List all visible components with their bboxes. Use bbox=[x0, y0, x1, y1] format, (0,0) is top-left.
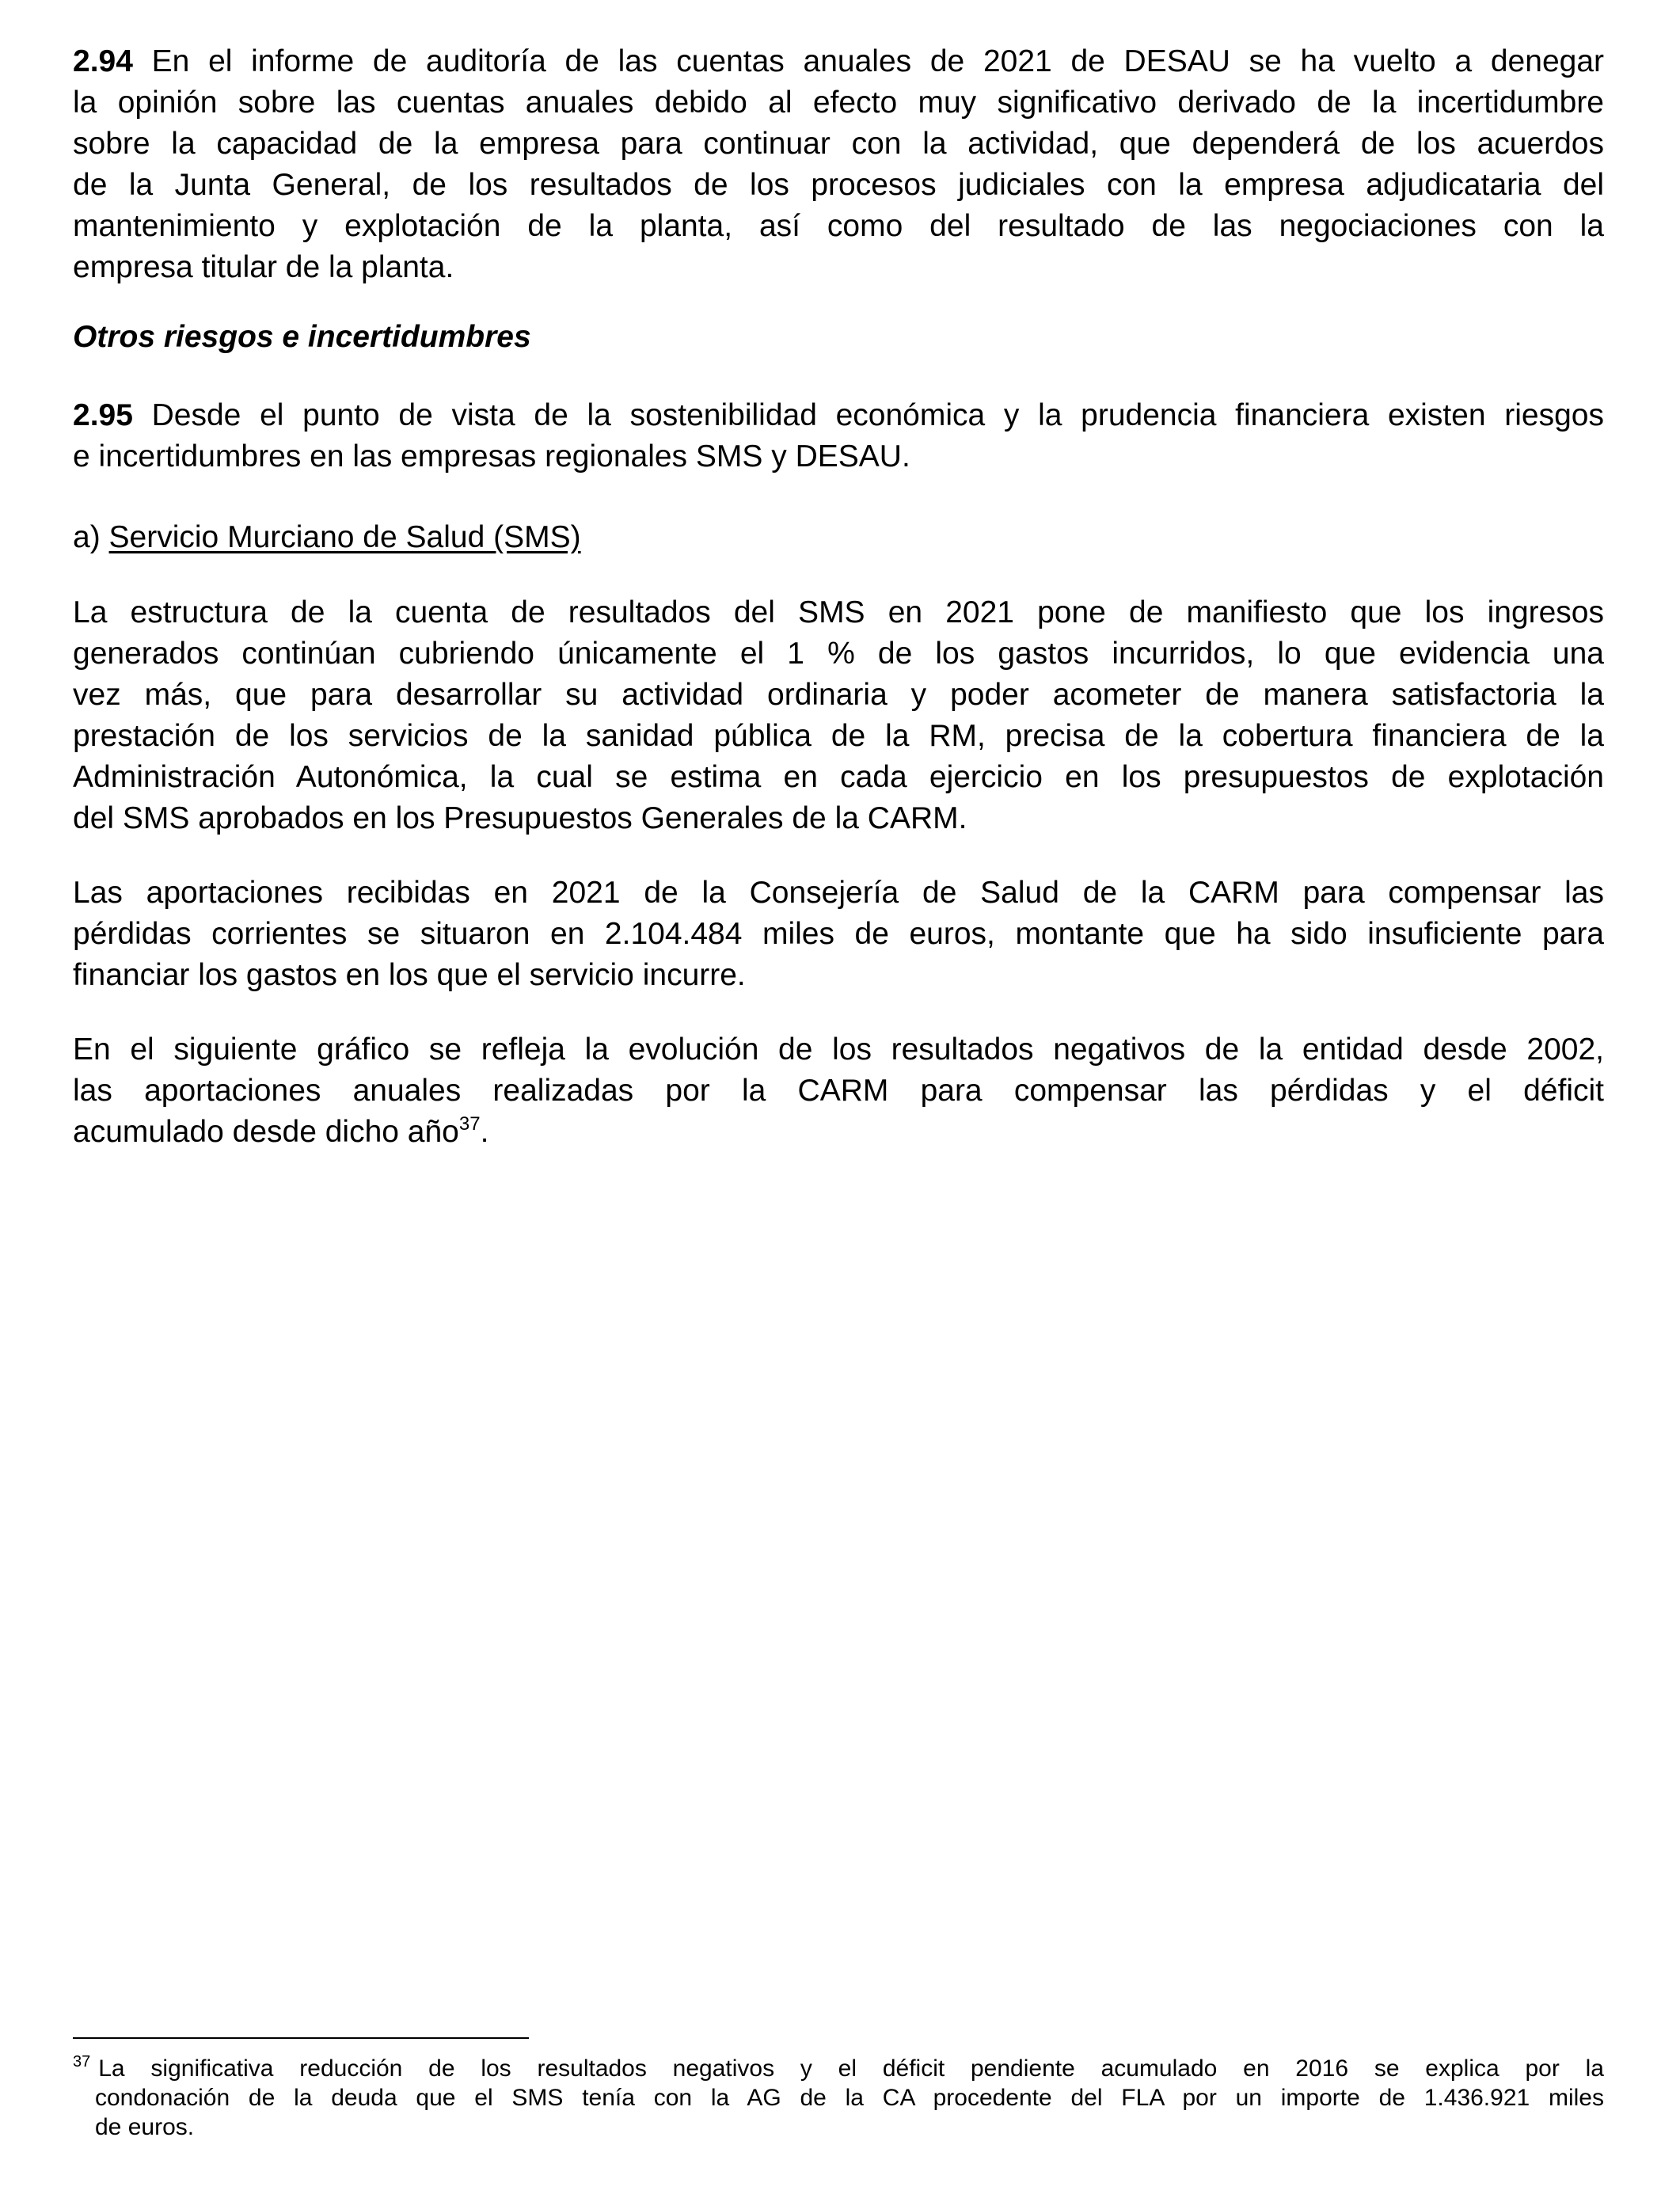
paragraph-2-95: 2.95 Desde el punto de vista de la sostenibilidad económica y la prudencia financiera existen riesgos e incertidumbres en las empresas regionales SMS y DESAU. bbox=[73, 398, 1604, 473]
paragraph-2-94: 2.94 En el informe de auditoría de las cuentas anuales de 2021 de DESAU se ha vuelto a denegar la opinión sobre las cuentas anuales debido al efecto muy significativo derivado de la incertidumbre sobre la capacidad de la empresa para continuar con la actividad, que dependerá de los acuerdos de la Junta General, de los resultados de los procesos judiciales con la empresa adjudicataria del mantenimiento y explotación de la planta, así como del resultado de las negociaciones con la empresa titular de la planta. bbox=[73, 44, 1604, 284]
paragraph-number: 2.94 bbox=[73, 44, 133, 78]
footnote-reference[interactable]: 37 bbox=[458, 1113, 481, 1135]
paragraph-aportaciones: Las aportaciones recibidas en 2021 de la Consejería de Salud de la CARM para compensar las pérdidas corrientes se situaron en 2.104.484 miles de euros, montante que ha sido insuficiente para financiar los gastos en los que el servicio incurre. bbox=[73, 876, 1604, 992]
paragraph-number: 2.95 bbox=[73, 398, 133, 432]
section-heading: Otros riesgos e incertidumbres bbox=[73, 320, 531, 354]
paragraph-grafico: En el siguiente gráfico se refleja la evolución de los resultados negativos de la entidad desde 2002, las aportaciones anuales realizadas por la CARM para compensar las pérdidas y el déficit acumulado desde dicho año$^{37}$. bbox=[73, 1032, 1604, 1149]
footnote-number: 37 bbox=[73, 2053, 91, 2071]
footnote-separator bbox=[73, 2037, 529, 2039]
subsection-title: a) Servicio Murciano de Salud (SMS) bbox=[73, 520, 581, 554]
footnote: $^{37}$ La significativa reducción de los resultados negativos y el déficit pendiente acumulado en 2016 se explica por la condonación de la deuda que el SMS tenía con la AG de la CA procedente del FLA por un importe de 1.436.921 miles de euros. bbox=[73, 2053, 1604, 2140]
paragraph-estructura: La estructura de la cuenta de resultados del SMS en 2021 pone de manifiesto que los ingresos generados continúan cubriendo únicamente el 1 % de los gastos incurridos, lo que evidencia una vez más, que para desarrollar su actividad ordinaria y poder acometer de manera satisfactoria la prestación de los servicios de la sanidad pública de la RM, precisa de la cobertura financiera de la Administración Autonómica, la cual se estima en cada ejercicio en los presupuestos de explotación del SMS aprobados en los Presupuestos Generales de la CARM. bbox=[73, 595, 1604, 835]
